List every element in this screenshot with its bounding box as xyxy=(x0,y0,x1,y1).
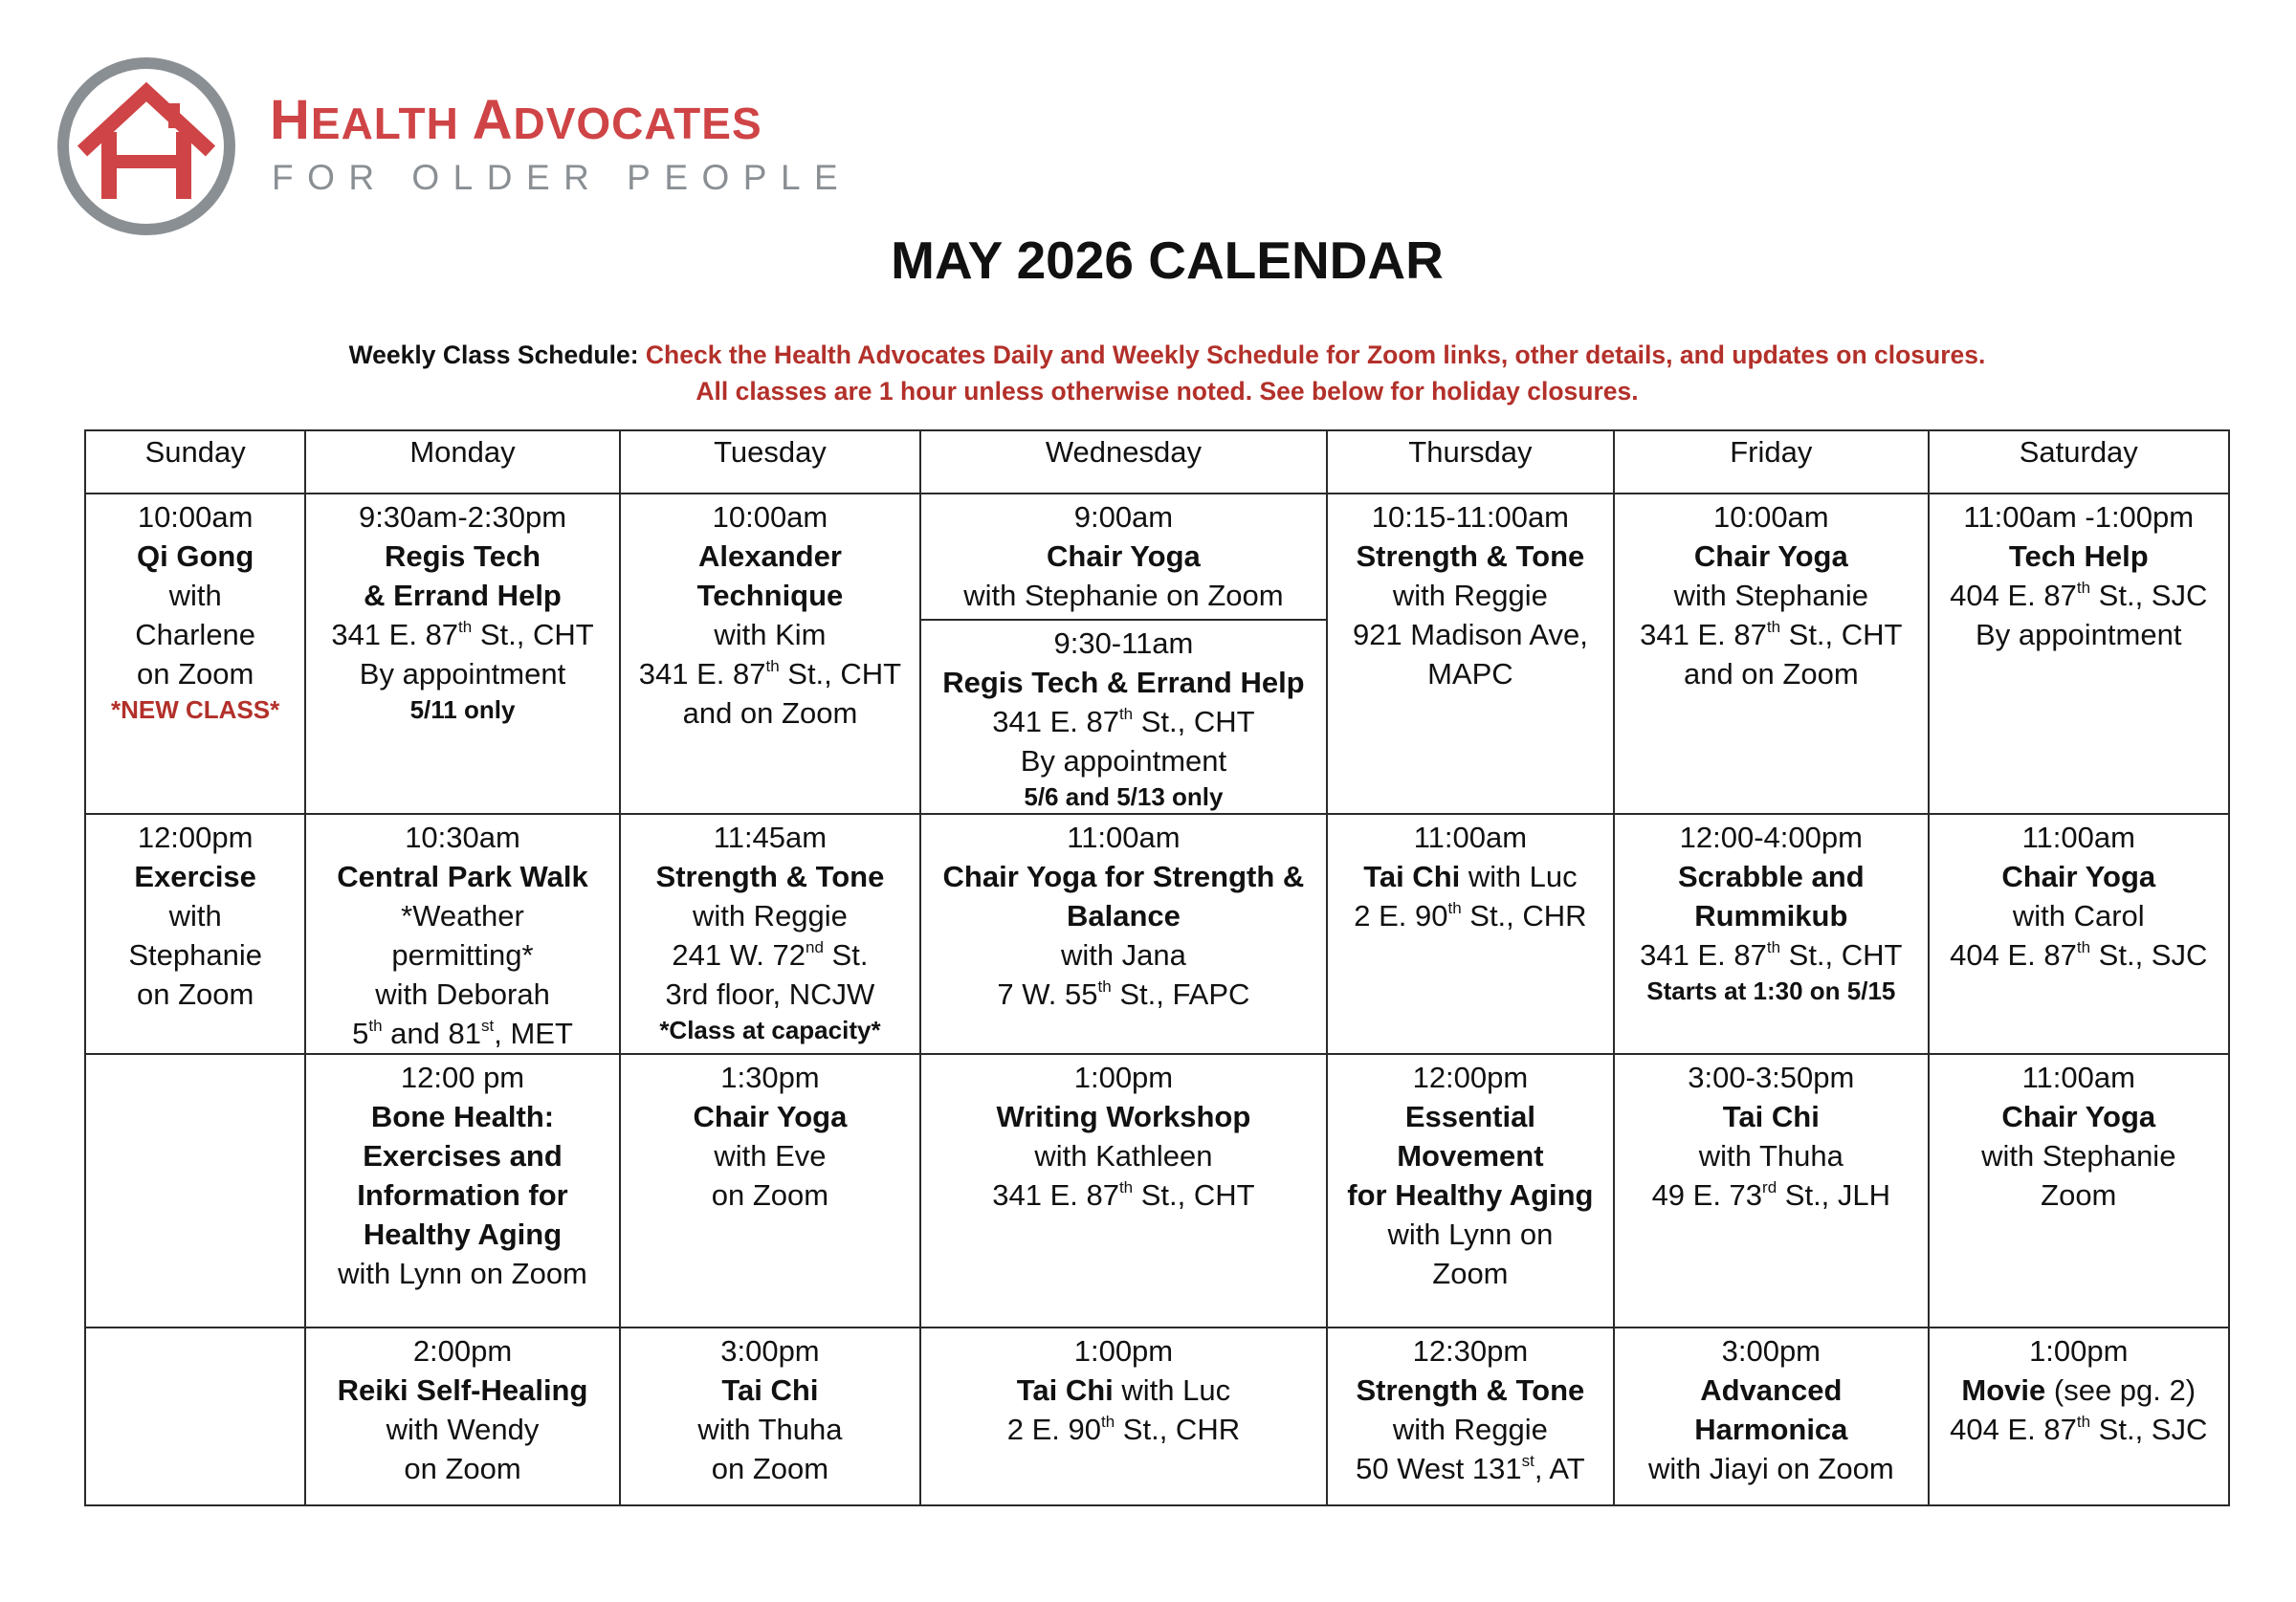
class-detail: on Zoom xyxy=(404,1452,521,1485)
class-name: Chair Yoga for Strength & xyxy=(942,860,1305,893)
class-name: Chair Yoga xyxy=(2001,1100,2156,1133)
class-time: 10:00am xyxy=(1712,500,1829,534)
class-name: Movement xyxy=(1397,1139,1544,1173)
class-name: Rummikub xyxy=(1694,899,1848,933)
class-name: Bone Health: xyxy=(370,1100,555,1133)
class-note: *Class at capacity* xyxy=(659,1016,881,1044)
class-cell xyxy=(305,1328,619,1505)
class-location: 3rd floor, NCJW xyxy=(665,977,875,1011)
class-name: Regis Tech & Errand Help xyxy=(942,666,1305,699)
class-address: 7 W. 55th St., FAPC xyxy=(997,977,1250,1011)
class-detail: with Reggie xyxy=(1392,1413,1548,1446)
class-detail: with Jana xyxy=(1060,938,1186,972)
class-address: 404 E. 87th St., SJC xyxy=(1950,1412,2208,1446)
class-location: MAPC xyxy=(1427,657,1513,691)
class-time: 1:30pm xyxy=(720,1061,820,1094)
class-cell-empty xyxy=(85,1328,305,1505)
class-address: 404 E. 87th St., SJC xyxy=(1950,578,2208,612)
class-cell xyxy=(920,1328,1327,1505)
class-name: Tech Help xyxy=(2008,539,2149,573)
class-cell xyxy=(1327,494,1614,814)
class-name: Reiki Self-Healing xyxy=(337,1373,588,1407)
class-detail: on Zoom xyxy=(136,977,254,1011)
class-cell xyxy=(1614,494,1928,814)
class-detail: with Stephanie on Zoom xyxy=(963,579,1284,612)
class-cell xyxy=(620,814,920,1054)
class-detail: with Eve xyxy=(714,1139,827,1173)
class-time: 11:00am xyxy=(2021,1061,2135,1094)
class-cell xyxy=(620,494,920,814)
notice-line-2: All classes are 1 hour unless otherwise noted. See below for holiday closures. xyxy=(695,377,1639,406)
class-name: Alexander xyxy=(697,539,842,573)
class-time: 11:00am xyxy=(2021,821,2135,854)
schedule-row-2 xyxy=(85,814,2229,1054)
class-detail: with Kathleen xyxy=(1034,1139,1213,1173)
class-note: 5/6 and 5/13 only xyxy=(1024,782,1224,811)
class-detail: with Lynn on Zoom xyxy=(338,1257,587,1290)
class-cell xyxy=(1929,814,2229,1054)
class-time: 9:30am-2:30pm xyxy=(358,500,567,534)
class-name: Advanced xyxy=(1700,1373,1843,1407)
class-detail: *Weather xyxy=(401,899,524,933)
day-header-friday: Friday xyxy=(1614,430,1928,494)
class-address: 341 E. 87th St., CHT xyxy=(992,1177,1255,1212)
class-detail: with Stephanie xyxy=(1673,579,1868,612)
class-name: & Errand Help xyxy=(364,579,562,612)
class-name: Chair Yoga xyxy=(693,1100,848,1133)
class-cell xyxy=(1614,1328,1928,1505)
class-cell xyxy=(1614,814,1928,1054)
class-time: 12:00pm xyxy=(1412,1061,1529,1094)
class-address: 341 E. 87th St., CHT xyxy=(1640,937,1903,972)
class-time: 10:00am xyxy=(137,500,254,534)
day-header-monday: Monday xyxy=(305,430,619,494)
class-detail: Stephanie xyxy=(128,938,262,972)
class-detail: By appointment xyxy=(1976,618,2182,651)
class-detail: with Lynn on xyxy=(1387,1218,1554,1251)
class-time: 3:00pm xyxy=(720,1334,820,1368)
class-name: Scrabble and xyxy=(1677,860,1865,893)
class-cell xyxy=(1327,1328,1614,1505)
class-name: Information for xyxy=(357,1178,568,1212)
class-cell xyxy=(85,814,305,1054)
class-cell xyxy=(305,494,619,814)
class-name: Strength & Tone xyxy=(655,860,885,893)
weekly-schedule-table xyxy=(84,429,2230,1506)
day-header-sunday: Sunday xyxy=(85,430,305,494)
class-address: 921 Madison Ave, xyxy=(1352,618,1588,651)
class-time: 10:00am xyxy=(712,500,828,534)
class-address: 2 E. 90th St., CHR xyxy=(1006,1412,1241,1446)
notice-line-1 xyxy=(0,340,2296,370)
org-tagline: FOR OLDER PEOPLE xyxy=(272,158,852,197)
class-block xyxy=(921,621,1326,813)
class-time: 11:00am -1:00pm xyxy=(1963,500,2195,534)
class-cell xyxy=(620,1054,920,1328)
new-class-badge: *NEW CLASS* xyxy=(111,695,280,724)
class-name: Chair Yoga xyxy=(2001,860,2156,893)
class-detail: with xyxy=(168,899,222,933)
class-cell-empty xyxy=(85,1054,305,1328)
class-detail: By appointment xyxy=(1020,744,1227,778)
class-note: Starts at 1:30 on 5/15 xyxy=(1646,977,1896,1005)
class-detail: By appointment xyxy=(359,657,566,691)
class-address: 404 E. 87th St., SJC xyxy=(1950,937,2208,972)
notice-text-1: Check the Health Advocates Daily and Weekly Schedule for Zoom links, other details, and updates on closures. xyxy=(645,340,1986,369)
class-address: 49 E. 73rd St., JLH xyxy=(1651,1177,1891,1212)
class-detail: Charlene xyxy=(135,618,256,651)
class-name: Technique xyxy=(696,579,844,612)
class-address: 5th and 81st, MET xyxy=(352,1016,573,1050)
class-time: 12:00-4:00pm xyxy=(1679,821,1863,854)
class-detail: Zoom xyxy=(2041,1178,2117,1212)
class-block xyxy=(921,497,1326,621)
class-time: 2:00pm xyxy=(412,1334,513,1368)
day-header-thursday: Thursday xyxy=(1327,430,1614,494)
class-time: 9:30-11am xyxy=(1053,626,1194,660)
class-cell xyxy=(920,814,1327,1054)
class-cell xyxy=(1327,1054,1614,1328)
health-advocates-logo-icon xyxy=(55,55,237,237)
class-detail: with Deborah xyxy=(375,977,550,1011)
class-address: 50 West 131st, AT xyxy=(1356,1451,1585,1485)
class-cell xyxy=(1929,1328,2229,1505)
class-detail: with Stephanie xyxy=(1981,1139,2176,1173)
class-name: Essential xyxy=(1404,1100,1535,1133)
day-header-tuesday: Tuesday xyxy=(620,430,920,494)
class-detail: and on Zoom xyxy=(682,696,858,730)
class-detail: Zoom xyxy=(1432,1257,1509,1290)
class-time: 3:00pm xyxy=(1721,1334,1821,1368)
class-name: Tai Chi xyxy=(721,1373,819,1407)
class-detail: with Wendy xyxy=(386,1413,540,1446)
day-header-saturday: Saturday xyxy=(1929,430,2229,494)
class-time: 11:00am xyxy=(1413,821,1528,854)
org-name: HEALTH ADVOCATES xyxy=(270,89,762,151)
class-name: for Healthy Aging xyxy=(1347,1178,1594,1212)
class-cell xyxy=(1929,494,2229,814)
class-name: Strength & Tone xyxy=(1356,1373,1585,1407)
class-name: Writing Workshop xyxy=(996,1100,1251,1133)
class-detail: with Thuha xyxy=(1698,1139,1843,1173)
class-time: 11:00am xyxy=(1067,821,1181,854)
class-cell xyxy=(920,494,1327,814)
class-detail: with Reggie xyxy=(1392,579,1548,612)
schedule-row-1 xyxy=(85,494,2229,814)
class-detail: on Zoom xyxy=(711,1178,829,1212)
class-cell xyxy=(920,1054,1327,1328)
class-cell xyxy=(620,1328,920,1505)
class-time: 12:00 pm xyxy=(400,1061,525,1094)
class-name: Chair Yoga xyxy=(1693,539,1848,573)
class-detail: with xyxy=(168,579,222,612)
class-address: 341 E. 87th St., CHT xyxy=(1640,617,1903,651)
schedule-row-3 xyxy=(85,1054,2229,1328)
class-name: Strength & Tone xyxy=(1356,539,1585,573)
class-name: Chair Yoga xyxy=(1047,539,1201,573)
class-name-line: Movie (see pg. 2) xyxy=(1961,1373,2197,1407)
class-address: 2 E. 90th St., CHR xyxy=(1354,898,1587,933)
class-detail: with Jiayi on Zoom xyxy=(1647,1452,1894,1485)
class-detail: on Zoom xyxy=(711,1452,829,1485)
class-address: 341 E. 87th St., CHT xyxy=(992,704,1255,738)
class-name: Exercise xyxy=(134,860,256,893)
class-detail: with Kim xyxy=(714,618,827,651)
class-detail: with Reggie xyxy=(692,899,848,933)
class-detail: with Carol xyxy=(2012,899,2145,933)
class-cell xyxy=(85,494,305,814)
class-name-line: Tai Chi with Luc xyxy=(1016,1373,1231,1407)
class-cell xyxy=(305,1054,619,1328)
class-time: 12:00pm xyxy=(137,821,254,854)
class-address: 341 E. 87th St., CHT xyxy=(638,656,902,691)
class-detail: with Thuha xyxy=(697,1413,843,1446)
class-cell xyxy=(1327,814,1614,1054)
class-name: Qi Gong xyxy=(137,539,254,573)
class-address: 341 E. 87th St., CHT xyxy=(331,617,594,651)
class-name: Healthy Aging xyxy=(363,1218,563,1251)
class-name: Regis Tech xyxy=(384,539,541,573)
class-name: Tai Chi xyxy=(1722,1100,1820,1133)
class-time: 9:00am xyxy=(1073,500,1174,534)
class-detail: permitting* xyxy=(391,938,534,972)
class-detail: on Zoom xyxy=(136,657,254,691)
class-cell xyxy=(305,814,619,1054)
class-time: 1:00pm xyxy=(1073,1061,1174,1094)
class-address: 241 W. 72nd St. xyxy=(672,937,869,972)
class-name: Harmonica xyxy=(1694,1413,1848,1446)
day-header-row xyxy=(85,430,2229,494)
class-cell xyxy=(1614,1054,1928,1328)
class-name: Balance xyxy=(1066,899,1181,933)
class-name: Central Park Walk xyxy=(337,860,588,893)
day-header-wednesday: Wednesday xyxy=(920,430,1327,494)
class-note: 5/11 only xyxy=(409,695,516,724)
class-time: 11:45am xyxy=(713,821,828,854)
page-title: MAY 2026 CALENDAR xyxy=(891,230,1444,290)
notice-label: Weekly Class Schedule: xyxy=(348,340,639,369)
class-time: 10:30am xyxy=(405,821,520,854)
class-cell xyxy=(1929,1054,2229,1328)
class-time: 1:00pm xyxy=(1073,1334,1174,1368)
class-name-line: Tai Chi with Luc xyxy=(1363,860,1578,893)
class-time: 12:30pm xyxy=(1412,1334,1529,1368)
class-name: Exercises and xyxy=(363,1139,563,1173)
class-time: 3:00-3:50pm xyxy=(1688,1061,1855,1094)
class-time: 10:15-11:00am xyxy=(1371,500,1570,534)
class-detail: and on Zoom xyxy=(1683,657,1859,691)
class-time: 1:00pm xyxy=(2029,1334,2129,1368)
schedule-row-4 xyxy=(85,1328,2229,1505)
